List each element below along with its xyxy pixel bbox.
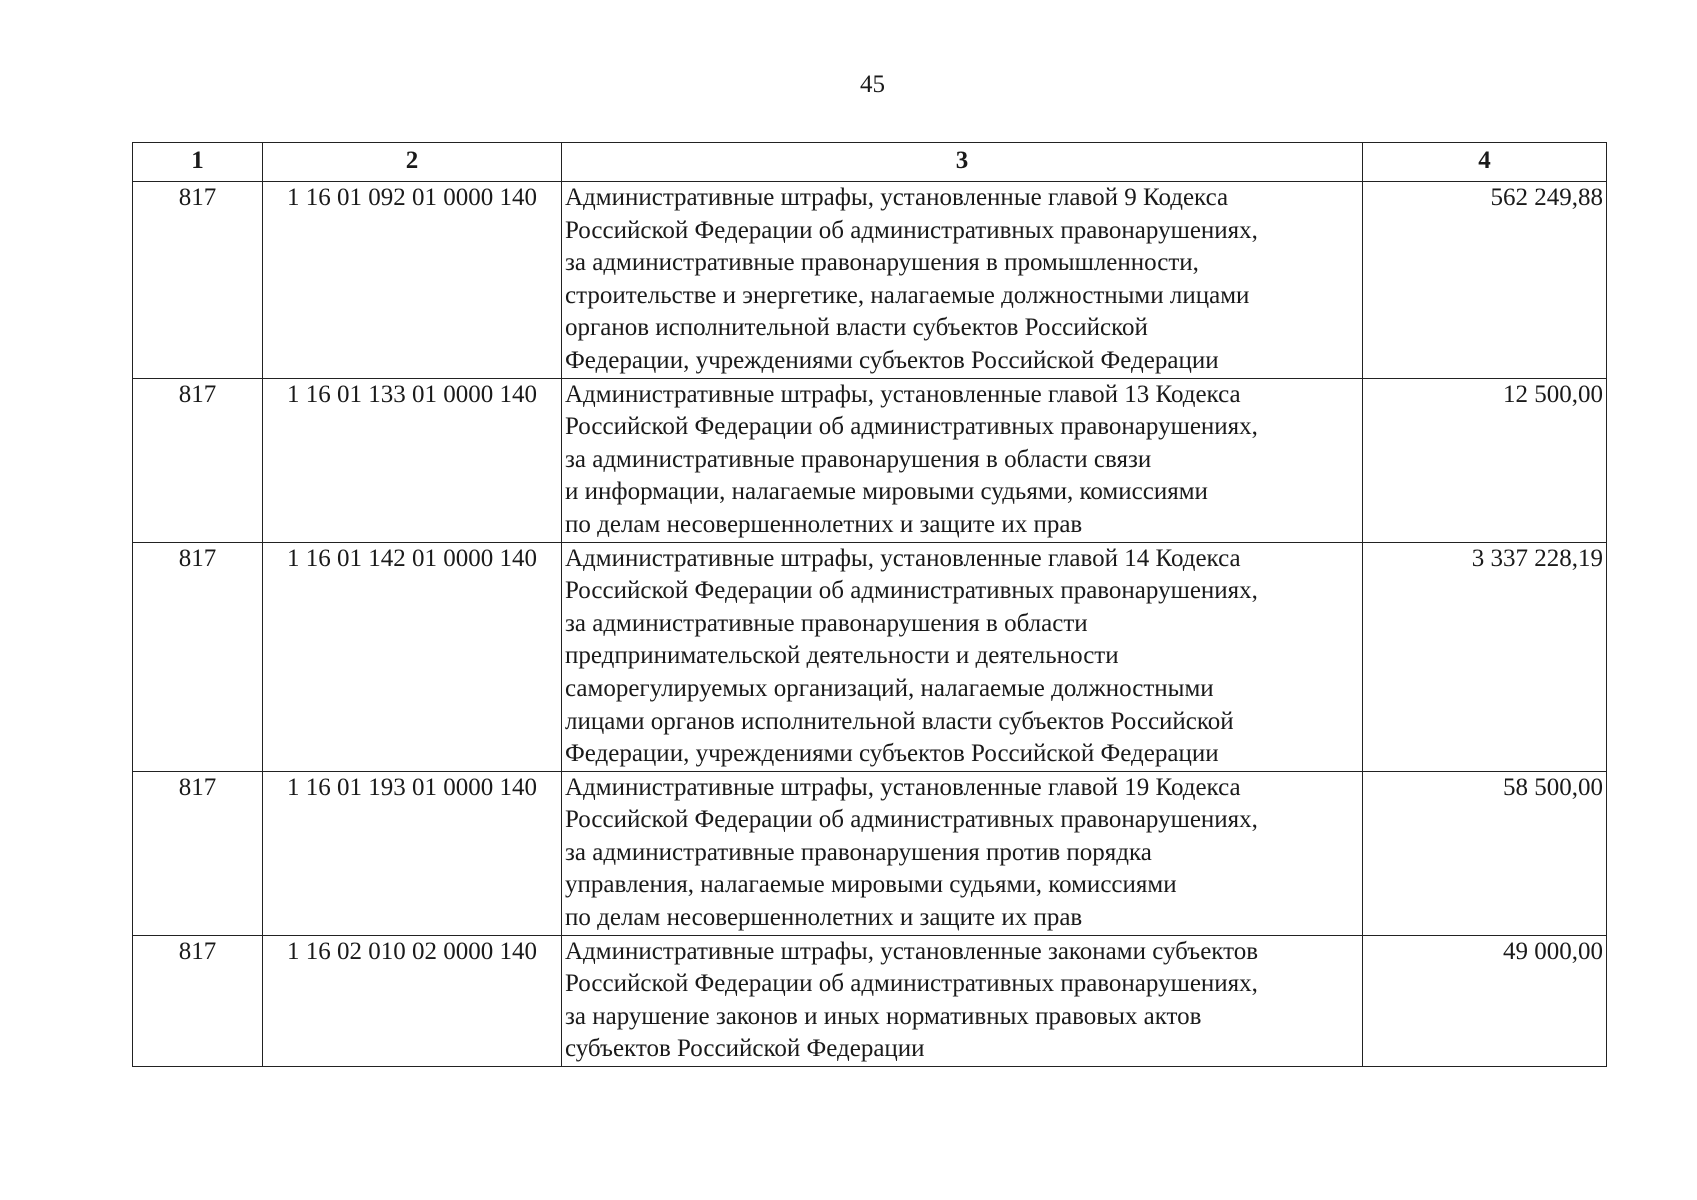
name-line: Административные штрафы, установленные законами субъектов: [565, 937, 1259, 965]
column-header-1: 1: [133, 143, 263, 182]
page-number: 45: [860, 71, 885, 98]
name-line: Российской Федерации об административных правонарушениях,: [565, 970, 1258, 998]
amount-cell: 12 500,00: [1363, 378, 1607, 542]
name-line: управления, налагаемые мировыми судьями, комиссиями: [565, 871, 1177, 899]
name-line: Административные штрафы, установленные главой 9 Кодекса: [565, 184, 1229, 211]
name-line: и информации, налагаемые мировыми судьями, комиссиями: [565, 478, 1208, 506]
name-line: строительстве и энергетике, налагаемые должностными лицами: [565, 281, 1250, 309]
column-header-3: 3: [562, 143, 1363, 182]
revenue-name-cell: [562, 935, 1363, 1066]
budget-code-cell: 1 16 01 142 01 0000 140: [263, 542, 562, 771]
admin-code-cell: 817: [133, 182, 263, 379]
name-line: по делам несовершеннолетних и защите их прав: [565, 904, 1083, 932]
admin-code-cell: 817: [133, 771, 263, 935]
budget-code-cell: 1 16 01 092 01 0000 140: [263, 182, 562, 379]
name-line: лицами органов исполнительной власти субъектов Российской: [565, 707, 1234, 735]
admin-code-cell: 817: [133, 542, 263, 771]
name-line: Административные штрафы, установленные главой 19 Кодекса: [565, 773, 1241, 801]
table-row: [133, 182, 1607, 379]
name-line: Административные штрафы, установленные главой 13 Кодекса: [565, 380, 1241, 408]
amount-cell: 58 500,00: [1363, 771, 1607, 935]
admin-code-cell: 817: [133, 935, 263, 1066]
name-line: по делам несовершеннолетних и защите их прав: [565, 510, 1083, 538]
name-line: Российской Федерации об административных правонарушениях,: [565, 806, 1258, 834]
table-row: [133, 378, 1607, 542]
budget-code-cell: 1 16 01 133 01 0000 140: [263, 378, 562, 542]
name-line: за административные правонарушения против порядка: [565, 838, 1152, 866]
name-line: за нарушение законов и иных нормативных правовых актов: [565, 1002, 1202, 1030]
revenue-table: [132, 142, 1607, 1067]
name-line: предпринимательской деятельности и деятельности: [565, 642, 1119, 670]
name-line: субъектов Российской Федерации: [565, 1035, 925, 1063]
amount-cell: 49 000,00: [1363, 935, 1607, 1066]
table-row: [133, 935, 1607, 1066]
budget-code-cell: 1 16 01 193 01 0000 140: [263, 771, 562, 935]
column-header-4: 4: [1363, 143, 1607, 182]
revenue-name-cell: [562, 182, 1363, 379]
revenue-name-cell: [562, 771, 1363, 935]
amount-cell: 3 337 228,19: [1363, 542, 1607, 771]
name-line: Административные штрафы, установленные главой 14 Кодекса: [565, 544, 1241, 572]
table-header-row: [133, 143, 1607, 182]
revenue-name-cell: [562, 378, 1363, 542]
table-row: [133, 542, 1607, 771]
name-line: Федерации, учреждениями субъектов Российской Федерации: [565, 740, 1219, 768]
name-line: саморегулируемых организаций, налагаемые должностными: [565, 674, 1214, 702]
budget-code-cell: 1 16 02 010 02 0000 140: [263, 935, 562, 1066]
name-line: органов исполнительной власти субъектов Российской: [565, 314, 1148, 342]
name-line: за административные правонарушения в промышленности,: [565, 249, 1199, 277]
amount-cell: 562 249,88: [1363, 182, 1607, 379]
name-line: за административные правонарушения в области связи: [565, 445, 1152, 473]
admin-code-cell: 817: [133, 378, 263, 542]
table-row: [133, 771, 1607, 935]
name-line: Российской Федерации об административных правонарушениях,: [565, 413, 1258, 441]
column-header-2: 2: [263, 143, 562, 182]
name-line: за административные правонарушения в области: [565, 609, 1088, 637]
revenue-name-cell: [562, 542, 1363, 771]
name-line: Российской Федерации об административных правонарушениях,: [565, 577, 1258, 605]
name-line: Российской Федерации об административных правонарушениях,: [565, 216, 1258, 244]
name-line: Федерации, учреждениями субъектов Российской Федерации: [565, 346, 1219, 374]
